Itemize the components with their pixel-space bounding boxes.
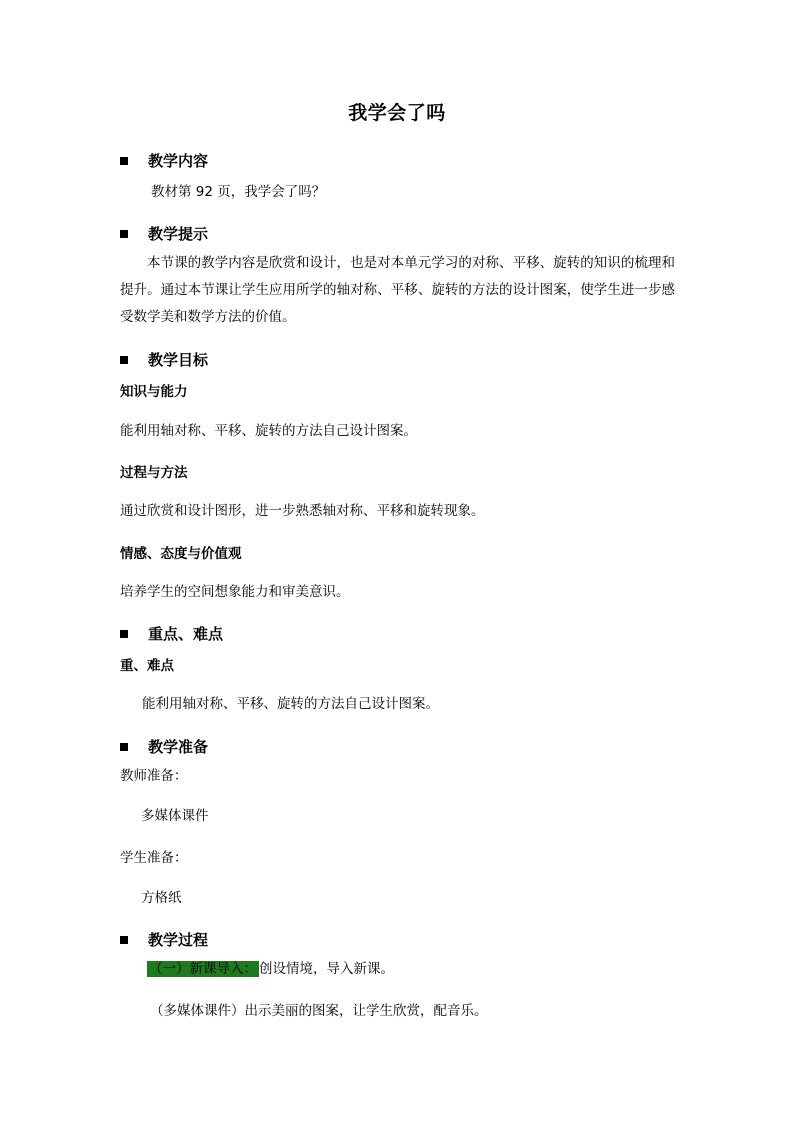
hint-paragraph: 本节课的教学内容是欣赏和设计，也是对本单元学习的对称、平移、旋转的知识的梳理和提升。通过本节课让学生应用所学的轴对称、平移、旋转的方法的设计图案，使学生进一步感受数学美和数学方法的价值。 bbox=[120, 255, 675, 325]
section-heading-label: 重点、难点 bbox=[148, 625, 224, 643]
key-label: 重、难点 bbox=[120, 658, 174, 674]
process-step1 bbox=[147, 955, 394, 983]
section-heading-goals bbox=[120, 349, 208, 370]
square-bullet-icon bbox=[120, 356, 128, 364]
section-heading-label: 教学过程 bbox=[148, 931, 209, 949]
section-heading-label: 教学内容 bbox=[148, 152, 209, 170]
key-text: 能利用轴对称、平移、旋转的方法自己设计图案。 bbox=[142, 696, 439, 712]
section-heading-key bbox=[120, 623, 223, 644]
goals-emotion-text: 培养学生的空间想象能力和审美意识。 bbox=[120, 584, 350, 600]
prep-teacher-label: 教师准备： bbox=[120, 768, 188, 784]
section-heading-hint bbox=[120, 223, 208, 244]
section-heading-label: 教学提示 bbox=[148, 225, 209, 243]
section-heading-prep bbox=[120, 736, 208, 757]
section-heading-label: 教学目标 bbox=[148, 351, 209, 369]
goals-process-label: 过程与方法 bbox=[120, 465, 188, 481]
section-heading-process bbox=[120, 929, 208, 950]
process-step1-detail: （多媒体课件）出示美丽的图案，让学生欣赏，配音乐。 bbox=[150, 1003, 488, 1019]
prep-teacher-item: 多媒体课件 bbox=[141, 808, 209, 824]
goals-emotion-label: 情感、态度与价值观 bbox=[120, 546, 242, 562]
process-step1-highlight: （一）新课导入： bbox=[149, 961, 257, 977]
square-bullet-icon bbox=[120, 936, 128, 944]
goals-knowledge-label: 知识与能力 bbox=[120, 384, 188, 400]
square-bullet-icon bbox=[120, 157, 128, 165]
goals-knowledge-text: 能利用轴对称、平移、旋转的方法自己设计图案。 bbox=[120, 423, 417, 439]
section-heading-content bbox=[120, 150, 208, 171]
prep-student-label: 学生准备： bbox=[120, 850, 188, 866]
document-title: 我学会了吗 bbox=[348, 102, 446, 124]
goals-process-text: 通过欣赏和设计图形，进一步熟悉轴对称、平移和旋转现象。 bbox=[120, 503, 485, 519]
process-step1-text: 创设情境，导入新课。 bbox=[259, 961, 394, 977]
section-heading-label: 教学准备 bbox=[148, 738, 209, 756]
square-bullet-icon bbox=[120, 743, 128, 751]
prep-student-item: 方格纸 bbox=[141, 890, 182, 906]
content-text: 教材第 92 页，我学会了吗？ bbox=[151, 184, 326, 200]
square-bullet-icon bbox=[120, 630, 128, 638]
square-bullet-icon bbox=[120, 230, 128, 238]
